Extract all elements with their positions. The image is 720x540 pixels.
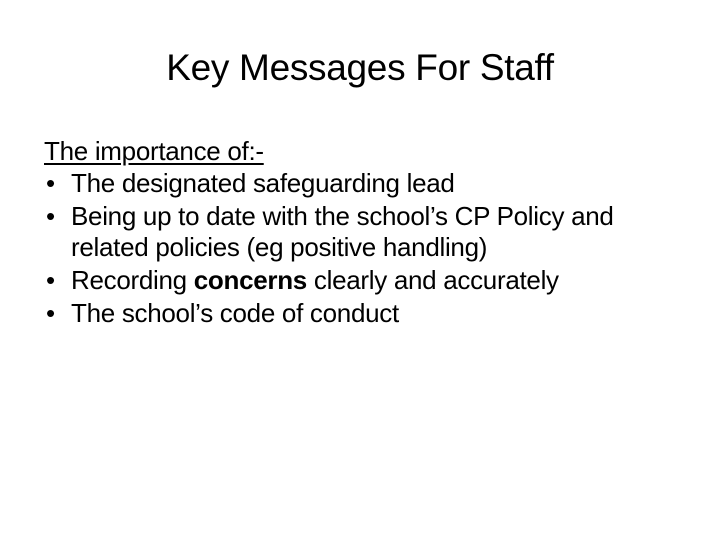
bullet-text: The designated safeguarding lead [71, 168, 455, 198]
intro-text: The importance of:- [44, 136, 264, 166]
bullet-icon: • [46, 298, 55, 328]
slide-body [44, 136, 684, 331]
bullet-text: Being up to date with the school’s CP Policy and related policies (eg positive handling) [71, 201, 614, 262]
bullet-item-cp-policy [44, 201, 684, 263]
bullet-icon: • [46, 201, 55, 231]
bullet-icon: • [46, 168, 55, 198]
bullet-text-emphasis: concerns [193, 265, 307, 295]
bullet-item-code-of-conduct [44, 298, 684, 329]
bullet-text: The school’s code of conduct [71, 298, 399, 328]
slide-title: Key Messages For Staff [166, 47, 554, 88]
bullet-item-dsl [44, 168, 684, 199]
bullet-icon: • [46, 265, 55, 295]
bullet-item-recording [44, 265, 684, 296]
bullet-text-prefix: Recording [71, 265, 194, 295]
bullet-text-suffix: clearly and accurately [306, 265, 559, 295]
bullet-list [44, 168, 684, 329]
